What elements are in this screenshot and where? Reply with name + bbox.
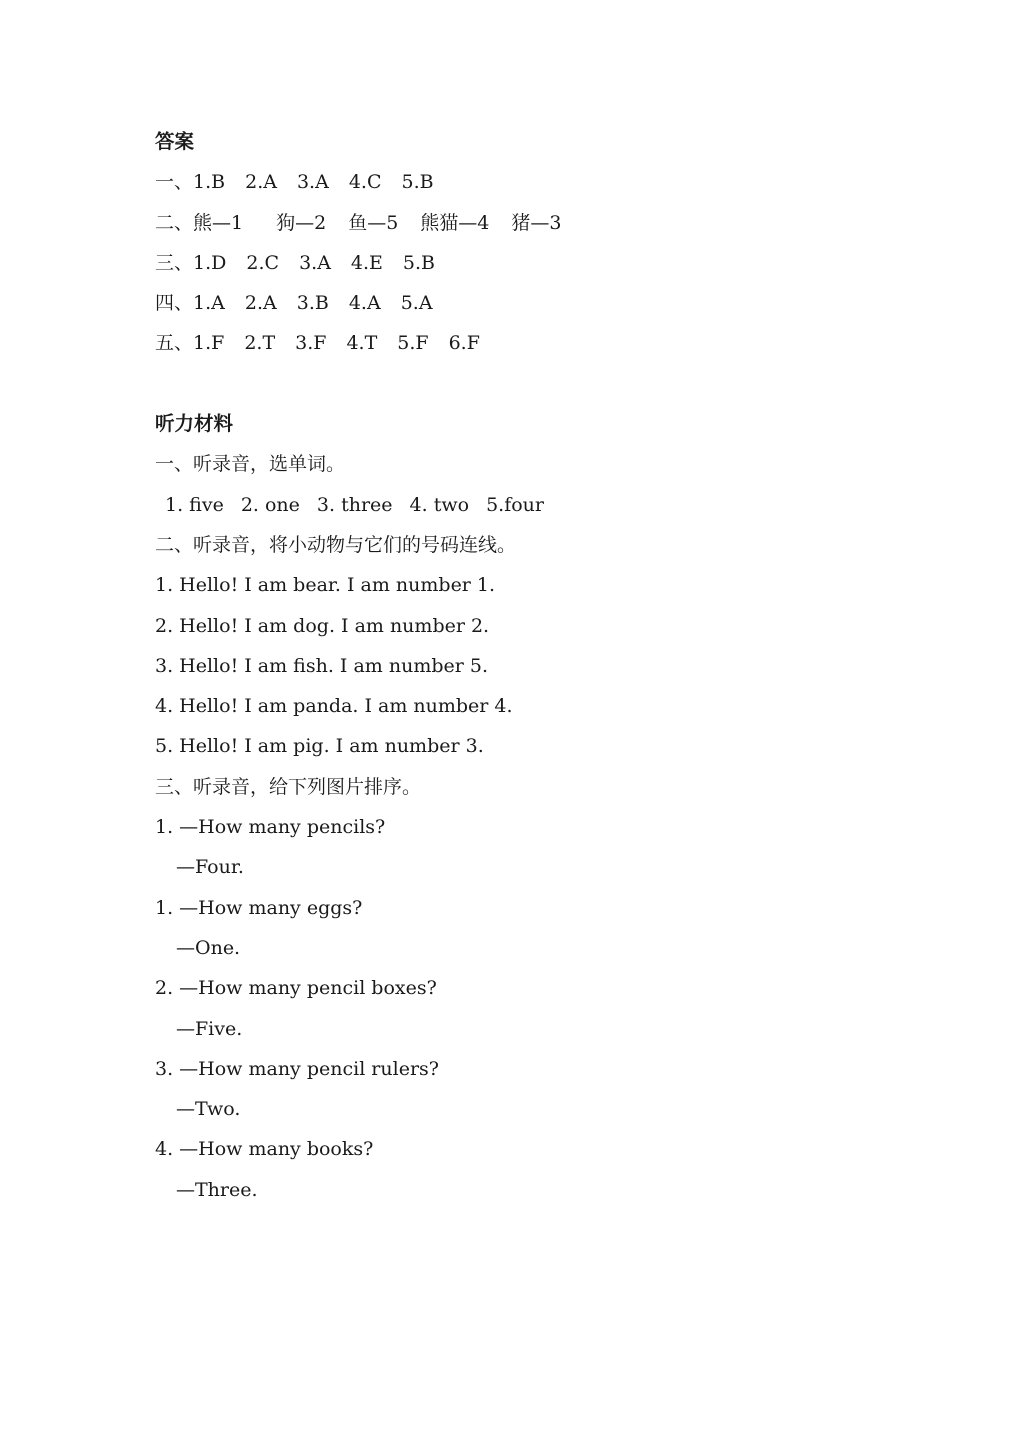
listening-line: 2. Hello! I am dog. I am number 2. <box>155 614 490 637</box>
dialogue-question: 2. —How many pencil boxes? <box>155 977 437 1000</box>
answer-item: 5.B <box>401 171 434 194</box>
dialogue-answer: —Three. <box>176 1178 258 1201</box>
dialogue-question: 4. —How many books? <box>155 1138 374 1161</box>
answer-item: 6.F <box>448 332 480 355</box>
section-spacer <box>155 364 875 404</box>
answer-item: 2.A <box>244 292 277 315</box>
listening-line: 5. Hello! I am pig. I am number 3. <box>155 735 484 758</box>
listening-line: 3. Hello! I am fish. I am number 5. <box>155 654 488 677</box>
dialogue-question: 1. —How many pencils? <box>155 816 386 839</box>
answer-item: 5.B <box>402 251 436 274</box>
answer-section-5 <box>155 323 875 363</box>
answer-item: 1.F <box>193 332 225 355</box>
answer-item: 4.C <box>348 171 382 194</box>
answer-section-4 <box>155 283 875 323</box>
document-page <box>155 122 875 1210</box>
dialogue-answer: —Five. <box>176 1017 243 1040</box>
dialogue-answer: —One. <box>176 936 241 959</box>
answer-item: 3.A <box>299 251 331 274</box>
section-prefix: 四、 <box>155 292 194 315</box>
word-item: 1. five <box>165 493 224 516</box>
animal-answer-item: 熊—1 <box>193 211 244 234</box>
answer-item: 4.E <box>350 251 383 274</box>
answer-section-1 <box>155 162 875 202</box>
answer-item: 2.T <box>244 332 276 355</box>
dialogue-question: 1. —How many eggs? <box>155 896 363 919</box>
dialogue-answer: —Two. <box>176 1098 241 1121</box>
listening-heading: 听力材料 <box>155 412 234 436</box>
answer-section-3 <box>155 243 875 283</box>
answer-item: 1.B <box>193 171 226 194</box>
answer-item: 4.A <box>348 292 381 315</box>
section-prefix: 二、 <box>155 211 194 234</box>
answer-item: 5.F <box>397 332 429 355</box>
word-item: 3. three <box>316 493 393 516</box>
answer-item: 5.A <box>400 292 433 315</box>
answer-item: 1.A <box>193 292 225 315</box>
answers-heading: 答案 <box>155 130 195 153</box>
listening-line: 4. Hello! I am panda. I am number 4. <box>155 695 513 718</box>
listening-part-1-title: 一、听录音，选单词。 <box>155 453 346 476</box>
animal-answer-item: 鱼—5 <box>348 211 399 234</box>
word-item: 5.four <box>486 493 544 516</box>
listening-line: 1. Hello! I am bear. I am number 1. <box>155 574 496 597</box>
answer-item: 4.T <box>346 332 378 355</box>
word-item: 2. one <box>240 493 300 516</box>
answer-item: 3.F <box>295 332 327 355</box>
section-prefix: 三、 <box>155 251 194 274</box>
word-item: 4. two <box>409 493 470 516</box>
answer-item: 3.B <box>296 292 329 315</box>
listening-part-2-title: 二、听录音，将小动物与它们的号码连线。 <box>155 533 517 556</box>
answer-item: 2.C <box>246 251 280 274</box>
answer-item: 1.D <box>193 251 227 274</box>
animal-answer-item: 熊猫—4 <box>420 211 490 234</box>
listening-part-3-title: 三、听录音，给下列图片排序。 <box>155 775 422 798</box>
answer-section-2 <box>155 203 875 243</box>
animal-answer-item: 狗—2 <box>276 211 327 234</box>
answer-item: 2.A <box>245 171 277 194</box>
answer-item: 3.A <box>296 171 329 194</box>
dialogue-answer: —Four. <box>176 856 244 879</box>
section-prefix: 一、 <box>155 171 194 194</box>
listening-part-1-words <box>155 485 875 525</box>
dialogue-question: 3. —How many pencil rulers? <box>155 1057 439 1080</box>
animal-answer-item: 猪—3 <box>511 211 562 234</box>
section-prefix: 五、 <box>155 332 194 355</box>
